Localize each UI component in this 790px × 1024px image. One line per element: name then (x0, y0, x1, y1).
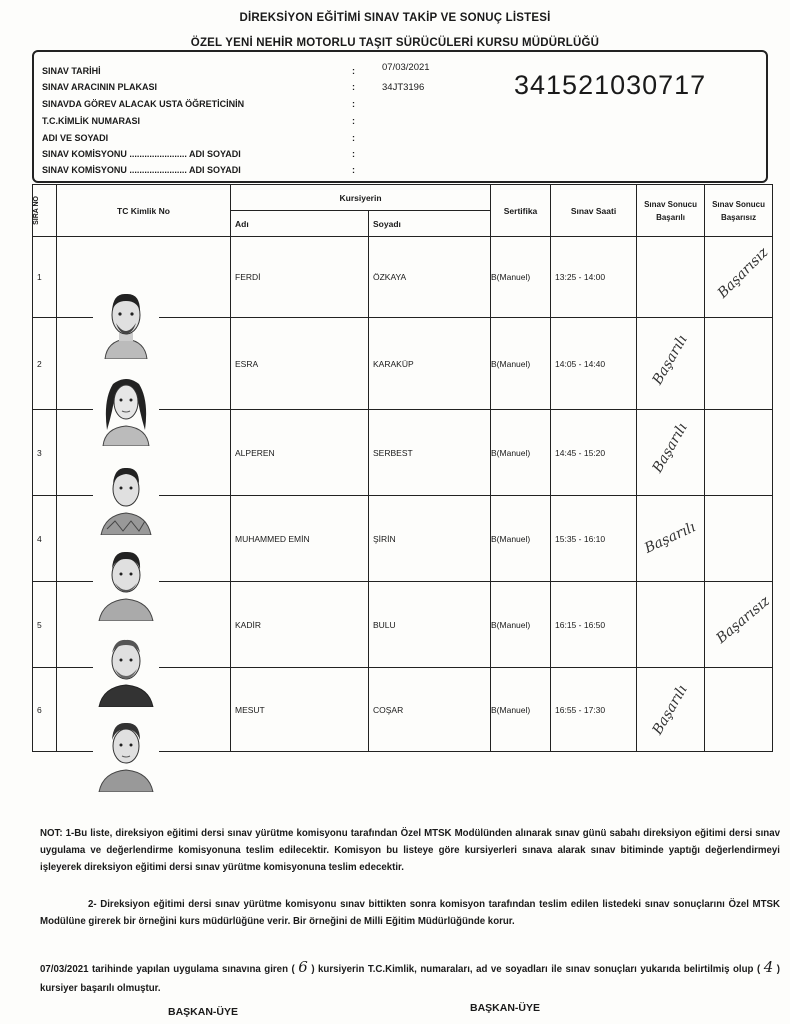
note-paragraph-2: 2- Direksiyon eğitimi dersi sınav yürütme komisyonu sınav bittikten sonra komisyon tarafından teslim edilen listedeki sınav sonuçlarını Özel MTSK Modülüne girerek bir örneğini kurs müdürlüğüne verir. Bir örneğini de Milli Eğitim Müdürlüğünde korur. (40, 899, 780, 927)
student-photo (93, 545, 159, 621)
table-row: 2 ESRA KARAKÜP B(Manuel) 14:05 - 14:40 Başarılı (33, 318, 773, 410)
info-row-tc: T.C.KİMLİK NUMARASI : (42, 116, 355, 126)
signature-left: BAŞKAN-ÜYE (168, 1006, 239, 1018)
col-basarili: Sınav Sonucu Başarılı (637, 185, 705, 237)
document-number: 341521030717 (514, 70, 707, 100)
document-title: DİREKSİYON EĞİTİMİ SINAV TAKİP VE SONUÇ LİSTESİ (239, 12, 551, 24)
summary-sentence: 07/03/2021 tarihinde yapılan uygulama sınavına giren ( 6 ) kursiyerin T.C.Kimlik, numaraları, ad ve soyadları ile sınav sonuçları yukarıda belirtilmiş olup ( 4 ) kursiyer başarılı olmuştur. (40, 958, 780, 994)
col-saat: Sınav Saati (551, 185, 637, 237)
table-row: 4 MUHAMMED EMİN ŞİRİN B(Manuel) 15:35 - 16:10 Başarılı (33, 496, 773, 582)
col-sertifika: Sertifika (491, 185, 551, 237)
col-tc: TC Kimlik No (57, 185, 231, 237)
table-row: 3 ALPEREN SERBEST B(Manuel) 14:45 - 15:20 Başarılı (33, 410, 773, 496)
entered-count: 6 (298, 958, 308, 976)
note-paragraph-1: NOT: 1-Bu liste, direksiyon eğitimi dersi sınav yürütme komisyonu tarafından Özel MTSK Modülünden alınarak sınav günü sabahı direksiyon eğitimi dersi sınav uygulama ve değerlendirme komisyonuna teslim edilecektir. Komisyon bu listeye göre kursiyerleri sınava alarak sınav bitiminde yaptığı değerlendirmeyi işleyerek direksiyon eğitimi dersi sınav yürütme komisyonuna teslim edecektir. (40, 828, 780, 873)
table-row: 1 FERDİ ÖZKAYA B(Manuel) 13:25 - 14:00 Başarısız (33, 237, 773, 318)
student-photo (93, 716, 159, 792)
col-soyadi: Soyadı (369, 211, 491, 237)
table-row: 5 KADİR BULU B(Manuel) 16:15 - 16:50 Başarısız (33, 582, 773, 668)
school-name: ÖZEL YENİ NEHİR MOTORLU TAŞIT SÜRÜCÜLERİ KURSU MÜDÜRLÜĞÜ (190, 37, 600, 49)
info-row-instructor: SINAVDA GÖREV ALACAK USTA ÖĞRETİCİNİN : (42, 99, 355, 109)
info-row-plate: SINAV ARACININ PLAKASI : 34JT3196 (42, 82, 425, 93)
student-photo (93, 283, 159, 359)
col-basarisiz: Sınav Sonucu Başarısız (705, 185, 773, 237)
passed-count: 4 (763, 958, 774, 976)
col-kursiyerin: Kursiyerin (231, 185, 491, 211)
exam-info-box (32, 50, 768, 183)
student-photo (93, 631, 159, 707)
exam-results-table (32, 184, 773, 752)
student-photo (93, 459, 159, 535)
col-adi: Adı (231, 211, 369, 237)
info-row-commission-2: SINAV KOMİSYONU ....................... ADI SOYADI : (42, 165, 355, 175)
table-row: 6 MESUT COŞAR B(Manuel) 16:55 - 17:30 Başarılı (33, 668, 773, 752)
student-photo (93, 370, 159, 446)
col-sira-no: SIRA NO (33, 185, 57, 237)
info-row-name: ADI VE SOYADI : (42, 133, 355, 143)
info-row-date: SINAV TARİHİ : 07/03/2021 (42, 62, 430, 76)
info-row-commission-1: SINAV KOMİSYONU ....................... ADI SOYADI : (42, 149, 355, 159)
photo-cell (57, 237, 231, 318)
signature-right: BAŞKAN-ÜYE (470, 1002, 541, 1014)
